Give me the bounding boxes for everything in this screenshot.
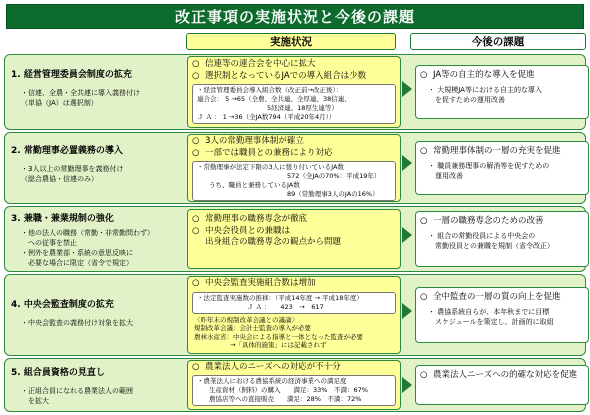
row-sub: （総合農協・信連のみ） (21, 175, 98, 183)
detail-line: Ｊ Ａ ： 423 → 617 (247, 302, 324, 311)
status-item (188, 136, 400, 148)
circle-icon: ○ (192, 225, 200, 236)
status-item (188, 226, 400, 238)
status-text: 信連等の連合会を中心に拡大 (205, 59, 316, 69)
future-box (415, 65, 589, 119)
detail-line: うち、職員と兼務しているJA数 (209, 181, 300, 189)
status-item (188, 362, 400, 374)
detail-line: 連合会： 5 →65（全農、全共連、全厚連、38信連、 (197, 95, 351, 103)
header-status: 実施状況 (186, 33, 396, 50)
future-text: 一層の職務専念のための改善 (433, 216, 544, 226)
detail-line: 89（常勤理事3人のJAの16%） (287, 190, 379, 198)
detail-box (192, 161, 396, 201)
row-5 (4, 358, 586, 412)
row-sub: 必要な場合に限定（省令で規定） (21, 259, 133, 267)
row-sub: を拡大 (21, 397, 49, 405)
arrow-icon (402, 303, 412, 319)
row-title: 1. 経営管理委員会制度の拡充 (11, 70, 132, 80)
detail-line: 5経済連、18厚生連等） (267, 104, 338, 112)
row-sub: ・正組合員になれる農業法人の範囲 (21, 387, 133, 395)
status-text: 3人の常勤理事体制が確立 (205, 136, 304, 146)
status-item (188, 237, 400, 249)
status-item (188, 148, 400, 160)
arrow-icon (402, 227, 412, 243)
status-box (187, 209, 401, 269)
future-sub: ・ 職員兼務理事の解消等を促すための (428, 162, 550, 170)
row-1 (4, 54, 586, 130)
circle-icon: ○ (420, 146, 428, 156)
row-title: 5. 組合員資格の見直し (11, 368, 105, 378)
status-item (188, 71, 400, 83)
circle-icon: ○ (420, 70, 428, 80)
circle-icon: ○ (420, 216, 428, 226)
row-sub: ・信連、全農・全共連に導入義務付け (21, 89, 140, 97)
row-sub: ・他の法人の職務（常勤・非常勤問わず） (21, 229, 154, 237)
detail-line: 農協店等への直接販売 満足：28% 不満：72% (209, 394, 362, 403)
circle-icon: ○ (420, 370, 428, 380)
status-text: 中央会監査実施組合数は増加 (205, 278, 316, 288)
status-box (187, 134, 401, 202)
row-sub: ・中央会監査の義務付け対象を拡大 (21, 319, 133, 327)
future-sub: 運用改善 (428, 172, 463, 180)
status-box (187, 360, 401, 410)
extra-line: 規制改革会議：会計士監査の導入が必要 (194, 324, 311, 332)
status-box (187, 276, 401, 354)
future-sub: を促すための運用改善 (428, 96, 505, 104)
status-text: 選択制となっているJAでの導入組合は少数 (205, 70, 367, 81)
row-title: 4. 中央会監査制度の拡充 (11, 300, 114, 310)
row-title: 2. 常勤理事必置義務の導入 (11, 146, 123, 156)
row-sub: （単協（JA）は選択制） (21, 99, 98, 107)
arrow-icon (402, 81, 412, 97)
row-3 (4, 206, 586, 272)
status-text: 常勤理事の職務専念が徹底 (205, 214, 308, 224)
future-sub: ・ 大規模JA等における自主的な導入 (428, 86, 542, 94)
extra-line: →「具体的施策」には記載されず (230, 341, 327, 349)
detail-box (192, 375, 396, 406)
arrow-icon (402, 155, 412, 171)
status-item (188, 214, 400, 226)
circle-icon: ○ (192, 70, 200, 81)
future-box (415, 141, 589, 195)
detail-line: ・常勤理事が法定下限の3人に張り付いているJA数 (197, 163, 344, 171)
status-text: 農業法人のニーズへの対応が不十分 (205, 362, 341, 372)
detail-line: 生産資材（飼料）の購入 満足：33% 不満：67% (209, 385, 368, 394)
circle-icon: ○ (192, 278, 200, 288)
future-box (415, 211, 589, 267)
circle-icon: ○ (192, 59, 200, 69)
future-sub: ・ 農協系統自らが、本年秋までに目標 (428, 308, 550, 316)
detail-box (192, 292, 396, 314)
header-future: 今後の課題 (410, 33, 586, 50)
status-text: 出身組合の職務専念の観点から問題 (205, 237, 342, 247)
circle-icon: ○ (192, 147, 200, 158)
detail-line: ・農業法人における農協系統の経済事業への満足度 (197, 376, 347, 385)
future-sub: スケジュールを策定し、計画的に取組 (428, 318, 554, 326)
row-sub: ・例外を農業部・系統の意思反映に (21, 249, 133, 257)
future-text: 農業法人ニーズへの的確な対応を促進 (433, 370, 578, 380)
future-box (415, 365, 589, 405)
circle-icon: ○ (192, 214, 200, 224)
row-title: 3. 兼職・兼業規制の強化 (11, 214, 114, 224)
status-box (187, 56, 401, 128)
circle-icon: ○ (192, 136, 200, 146)
future-text: 常勤理事体制の一層の充実を促進 (433, 146, 561, 156)
status-text: 一部では職員との兼務により対応 (205, 147, 333, 158)
arrow-icon (402, 377, 412, 393)
page-title: 改正事項の実施状況と今後の課題 (6, 4, 584, 29)
detail-line: 572（全JAの70%：平成19年） (287, 172, 381, 180)
detail-box (192, 84, 396, 124)
future-text: JA等の自主的な導入を促進 (433, 70, 535, 80)
row-sub: ・3人以上の常勤理事を義務付け (21, 165, 124, 173)
status-item (188, 278, 400, 290)
circle-icon: ○ (420, 292, 428, 302)
row-sub: への従事を禁止 (21, 239, 77, 247)
extra-title: 〈昨年末の規制改革会議との議論〉 (194, 315, 298, 324)
future-box (415, 287, 589, 343)
row-2 (4, 132, 586, 204)
future-sub: ・ 組合の常勤役員による中央会の (428, 232, 536, 240)
detail-line: ・経営管理委員会導入組合数（改正前→改正後）： (197, 86, 343, 94)
extra-line: 農林水産省：中央会による指導と一体となった監査が必要 (194, 332, 363, 341)
detail-line: Ｊ Ａ ： 1 →36（全JA数794（平成20年4月）） (197, 113, 336, 121)
status-text: 中央会役員との兼職は (205, 225, 291, 236)
future-sub: 常勤役員との兼職を規制（省令改正） (428, 242, 554, 250)
row-4 (4, 274, 586, 356)
detail-line: ・法定監査実施数の推移：（平成14年度 → 平成18年度） (197, 293, 363, 302)
future-text: 全中監査の一層の質の向上を促進 (433, 292, 561, 302)
circle-icon: ○ (192, 362, 200, 372)
status-item (188, 59, 400, 71)
